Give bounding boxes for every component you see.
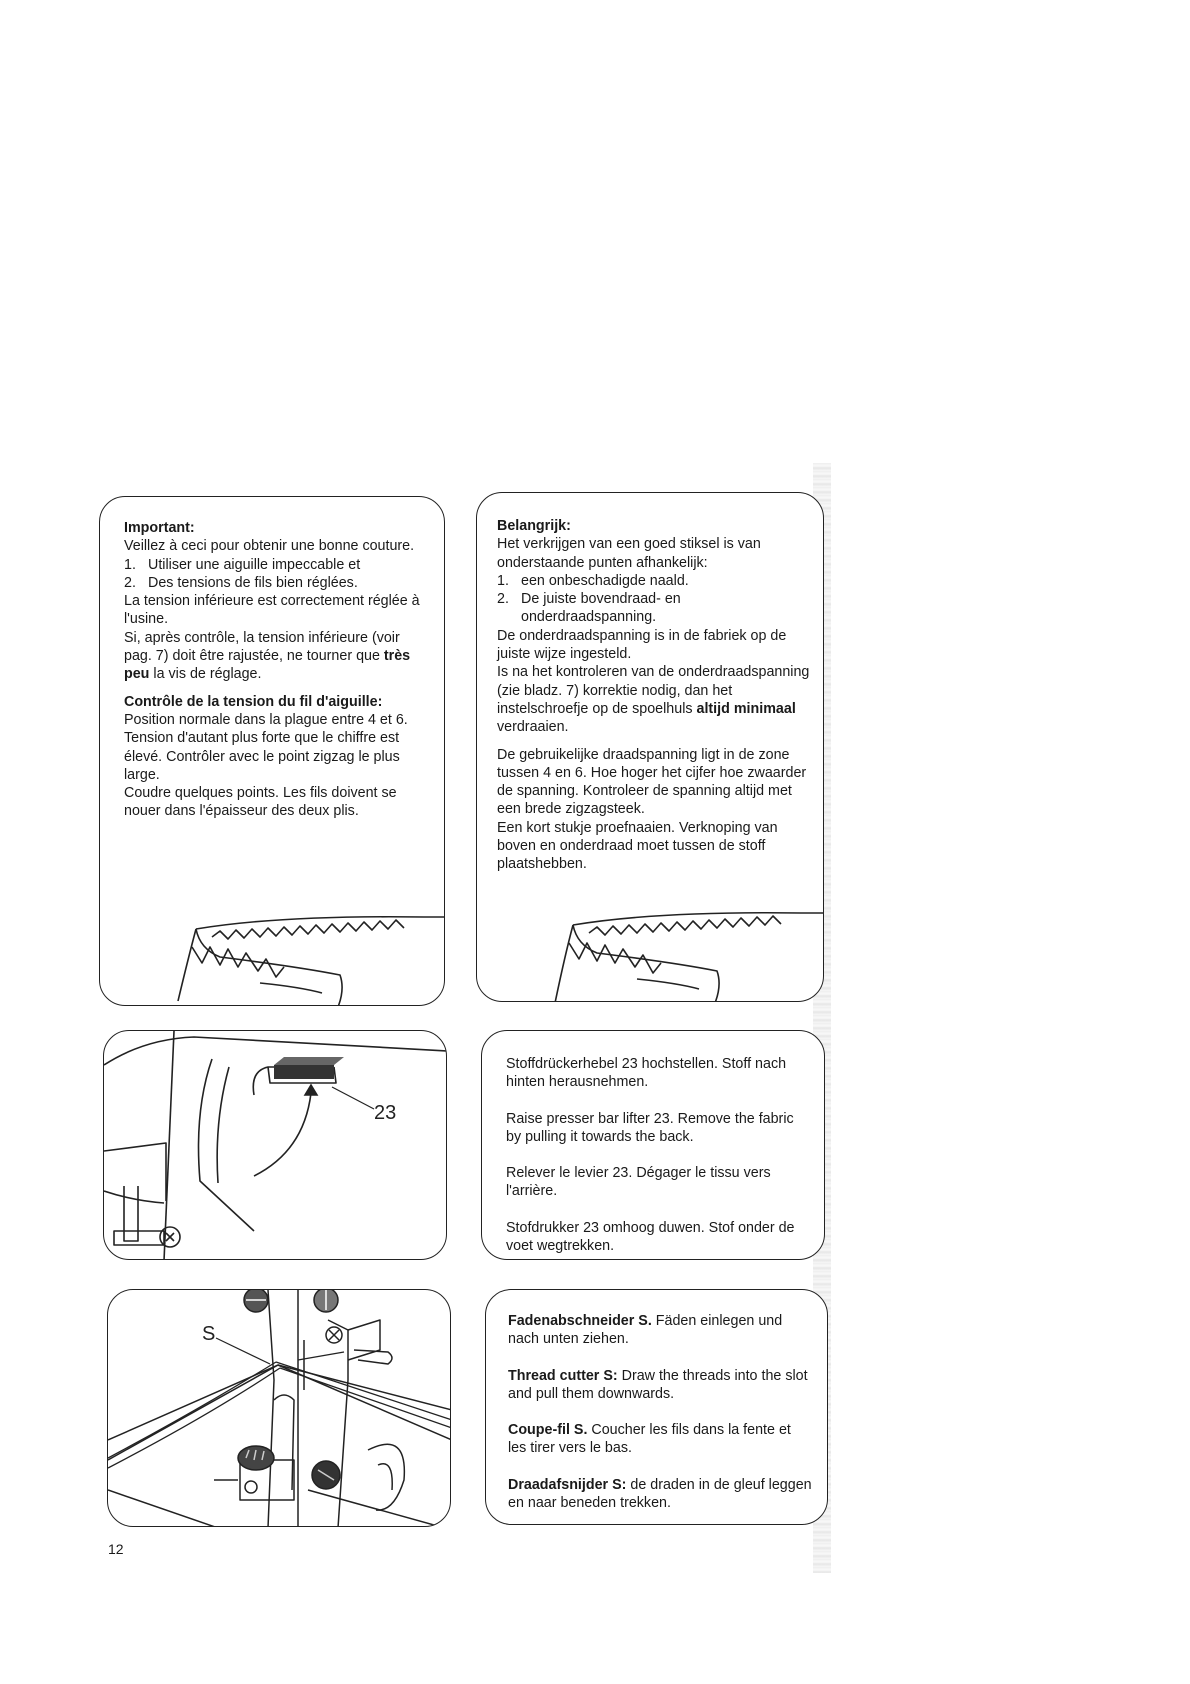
french-sew-text: Coudre quelques points. Les fils doivent se nouer dans l'épaisseur des deux plis. <box>124 785 397 820</box>
dutch-item-2: 2. De juiste bovendraad- en onderdraadspanning. <box>497 591 681 626</box>
panel-cutter-illustration <box>107 1289 451 1527</box>
dutch-title: Belangrijk: <box>497 518 571 534</box>
french-intro: Veillez à ceci pour obtenir une bonne couture. <box>124 538 415 555</box>
lifter-text <box>506 1055 806 1260</box>
lifter-text-de: Stoffdrückerhebel 23 hochstellen. Stoff nach hinten herausnehmen. <box>506 1056 787 1091</box>
panel-dutch-tension <box>476 492 824 1002</box>
fabric-zigzag-illustration <box>100 497 445 1006</box>
page-number: 12 <box>108 1541 124 1557</box>
cutter-text-de: Fadenabschneider S. Fäden einlegen und nach unten ziehen. <box>508 1313 783 1348</box>
french-position-text: Position normale dans la plague entre 4 et 6. Tension d'autant plus forte que le chiffre est élevé. Contrôler avec le point zigzag le plus large. <box>124 711 408 783</box>
cutter-text-en: Thread cutter S: Draw the threads into the slot and pull them downwards. <box>508 1367 808 1402</box>
panel-lifter-text <box>481 1030 825 1260</box>
panel-french-tension <box>99 496 445 1006</box>
up-arrow-icon <box>254 1085 317 1176</box>
french-heading-needle-tension: Contrôle de la tension du fil d'aiguille: <box>124 693 383 710</box>
fabric-zigzag-illustration <box>477 493 824 1002</box>
dutch-tension-zone: De gebruikelijke draadspanning ligt in de zone tussen 4 en 6. Hoe hoger het cijfer hoe zwaarder de spanning. Kontroleer de spanning altijd met een brede zigzagsteek. <box>497 746 807 818</box>
lifter-text-nl: Stofdrukker 23 omhoog duwen. Stof onder de voet wegtrekken. <box>506 1219 795 1255</box>
lifter-lever <box>274 1057 344 1079</box>
cutter-text-nl: Draadafsnijder S: de draden in de gleuf leggen en naar beneden trekken. <box>508 1476 812 1512</box>
callout-23: 23 <box>374 1102 397 1124</box>
french-item-2: 2. Des tensions de fils bien réglées. <box>124 574 358 591</box>
dutch-factory-note: De onderdraadspanning is in de fabriek op de juiste wijze ingesteld. <box>497 627 787 663</box>
french-item-1: 1. Utiliser une aiguille impeccable et <box>124 556 361 573</box>
french-title: Important: <box>124 520 195 536</box>
panel-cutter-text <box>485 1289 828 1525</box>
panel-lifter-illustration <box>103 1030 447 1260</box>
lifter-text-en: Raise presser bar lifter 23. Remove the fabric by pulling it towards the back. <box>506 1110 794 1145</box>
screw-icon <box>244 1290 342 1343</box>
lifter-text-fr: Relever le levier 23. Dégager le tissu vers l'arrière. <box>506 1165 771 1200</box>
knob-icon <box>238 1446 340 1493</box>
cutter-text <box>508 1312 813 1525</box>
dutch-item-1: 1. een onbeschadigde naald. <box>497 572 689 589</box>
french-tension-note: La tension inférieure est correctement réglée à l'usine. <box>124 593 420 628</box>
dutch-test-sew: Een kort stukje proefnaaien. Verknoping van boven en onderdraad moet tussen de stoff plaatshebben. <box>497 819 778 873</box>
callout-s: S <box>202 1323 216 1345</box>
french-adjust-note: Si, après contrôle, la tension inférieure (voir pag. 7) doit être rajustée, ne tourner que très peu la vis de réglage. <box>124 629 411 683</box>
cutter-text-fr: Coupe-fil S. Coucher les fils dans la fente et les tirer vers le bas. <box>508 1422 791 1457</box>
dutch-adjust-note: Is na het kontroleren van de onderdraadspanning (zie bladz. 7) korrektie nodig, dan het instelschroefje op de spoelhuls altijd minimaal verdraaien. <box>497 664 810 736</box>
dutch-intro: Het verkrijgen van een goed stiksel is van onderstaande punten afhankelijk: <box>497 536 761 571</box>
